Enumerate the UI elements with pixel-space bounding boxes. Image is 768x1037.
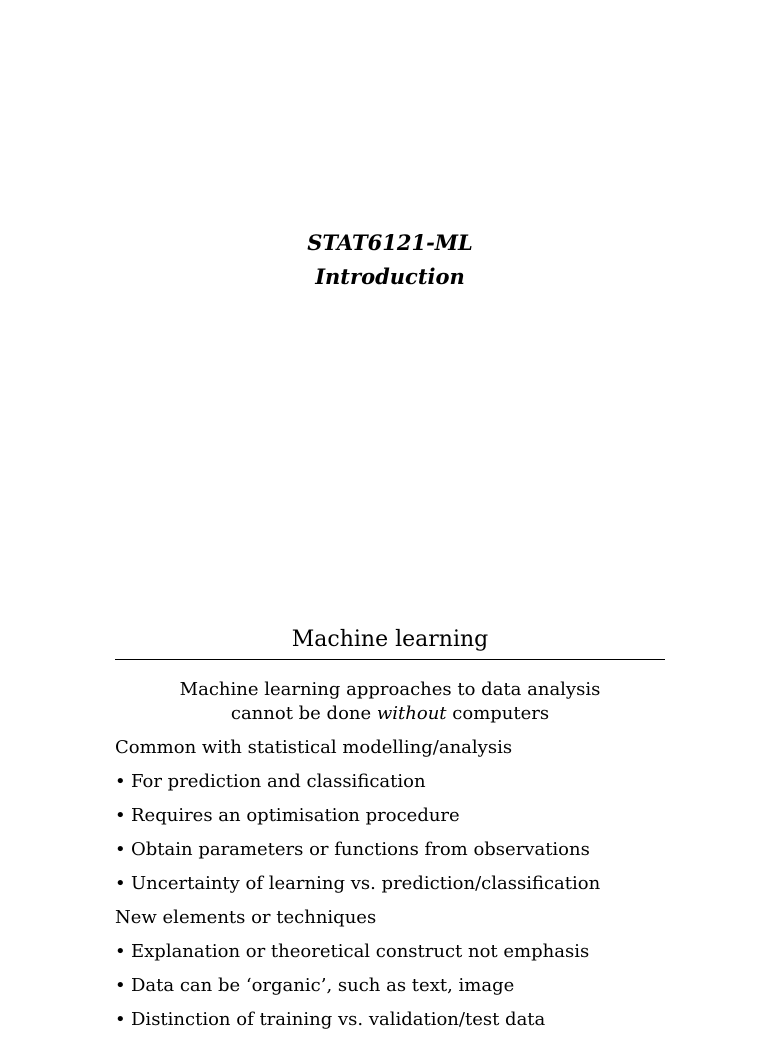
lead-emphasis: without xyxy=(376,703,447,724)
slide-lead xyxy=(115,678,665,726)
slide-heading: Machine learning xyxy=(291,627,489,652)
lead-line-1: Machine learning approaches to data analysis xyxy=(179,679,601,700)
bullet-icon: • xyxy=(115,839,126,860)
bullet-text: Obtain parameters or functions from observations xyxy=(131,839,590,860)
course-code: STAT6121-ML xyxy=(307,230,473,255)
list-item xyxy=(115,799,665,833)
list-item xyxy=(115,867,665,901)
common-section-label: Common with statistical modelling/analysis xyxy=(115,737,513,758)
bullet-text: Explanation or theoretical construct not emphasis xyxy=(131,941,590,962)
bullet-text: For prediction and classification xyxy=(131,771,426,792)
lead-text-before: cannot be done xyxy=(230,703,372,724)
bullet-icon: • xyxy=(115,975,126,996)
document-title xyxy=(0,226,768,294)
bullet-text: Distinction of training vs. validation/test data xyxy=(131,1009,546,1030)
bullet-text: Requires an optimisation procedure xyxy=(131,805,460,826)
bullet-icon: • xyxy=(115,941,126,962)
bullet-icon: • xyxy=(115,771,126,792)
list-item xyxy=(115,765,665,799)
lead-line-2 xyxy=(115,702,665,726)
list-item xyxy=(115,969,665,1003)
list-item xyxy=(115,935,665,969)
list-item xyxy=(115,1003,665,1037)
bullet-text: Uncertainty of learning vs. prediction/classification xyxy=(131,873,601,894)
bullet-icon: • xyxy=(115,1009,126,1030)
bullet-icon: • xyxy=(115,873,126,894)
lecture-title: Introduction xyxy=(315,264,465,289)
new-section-label: New elements or techniques xyxy=(115,907,377,928)
bullet-text: Data can be ‘organic’, such as text, image xyxy=(131,975,515,996)
heading-divider xyxy=(115,659,665,660)
bullet-icon: • xyxy=(115,805,126,826)
list-item xyxy=(115,833,665,867)
lead-text-after: computers xyxy=(452,703,550,724)
slide-machine-learning xyxy=(115,624,665,1037)
